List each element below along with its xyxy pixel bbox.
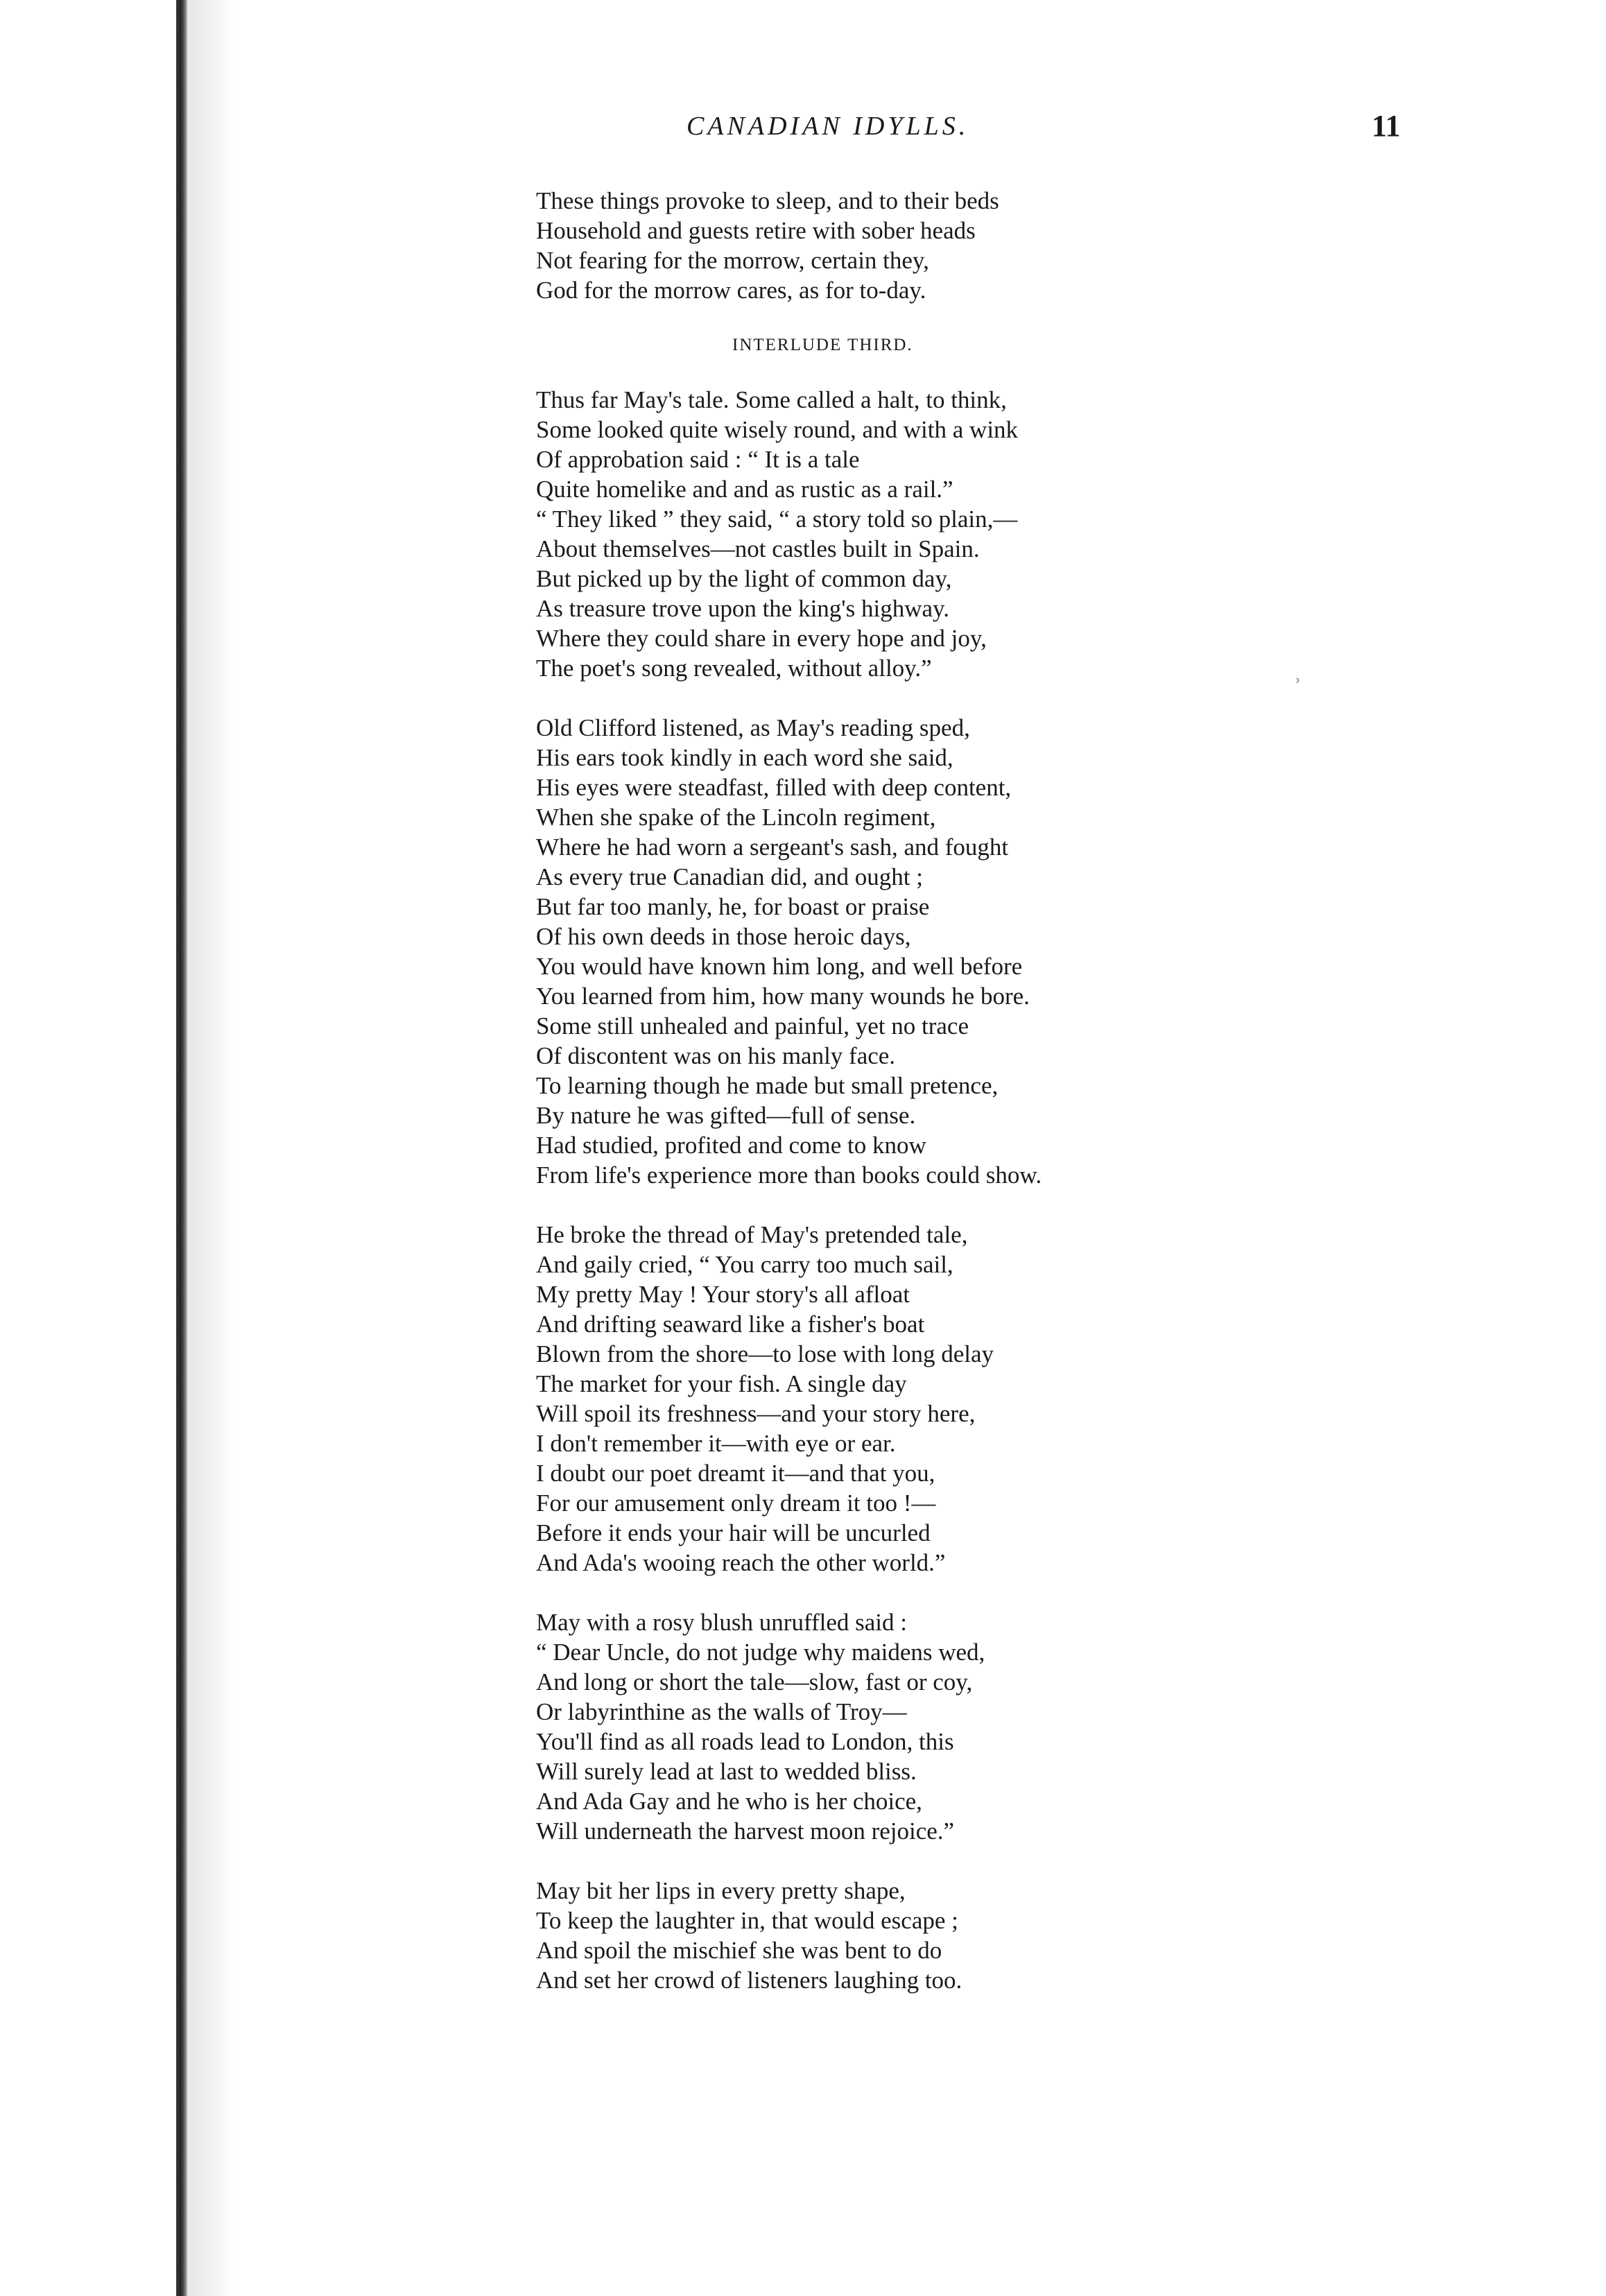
verse-line: Where they could share in every hope and joy, [536, 625, 987, 652]
verse-line: About themselves—not castles built in Spain. [536, 535, 980, 562]
verse-line: Of approbation said : “ It is a tale [536, 446, 860, 473]
running-title: CANADIAN IDYLLS. [687, 112, 969, 141]
verse-line: You'll find as all roads lead to London, this [536, 1728, 954, 1755]
verse-line: To learning though he made but small pretence, [536, 1072, 999, 1099]
page-binding-shadow [187, 0, 236, 2296]
verse-line: I doubt our poet dreamt it—and that you, [536, 1460, 935, 1487]
stanza [536, 385, 1243, 683]
verse-line: The poet's song revealed, without alloy.” [536, 655, 932, 682]
verse-line: Of his own deeds in those heroic days, [536, 923, 911, 950]
verse-line: Quite homelike and and as rustic as a rail.” [536, 476, 953, 503]
verse-line: His eyes were steadfast, filled with deep content, [536, 774, 1012, 801]
verse-line: And drifting seaward like a fisher's boat [536, 1311, 925, 1338]
verse-line: He broke the thread of May's pretended tale, [536, 1221, 968, 1248]
verse-line: “ They liked ” they said, “ a story told so plain,— [536, 506, 1018, 533]
verse-line: Will spoil its freshness—and your story here, [536, 1400, 976, 1427]
verse-line: “ Dear Uncle, do not judge why maidens wed, [536, 1639, 985, 1666]
verse-line: Or labyrinthine as the walls of Troy— [536, 1698, 907, 1725]
verse-line: God for the morrow cares, as for to-day. [536, 277, 926, 304]
verse-line: Some looked quite wisely round, and with a wink [536, 416, 1019, 443]
verse-line: As treasure trove upon the king's highway. [536, 595, 949, 622]
page-binding-edge [176, 0, 187, 2296]
stanza-gap [536, 683, 1243, 713]
verse-line: From life's experience more than books could show. [536, 1162, 1042, 1189]
stanza [536, 186, 1243, 305]
verse-line: Some still unhealed and painful, yet no trace [536, 1012, 969, 1039]
margin-speck: ʾ [1295, 675, 1302, 698]
verse-line: Thus far May's tale. Some called a halt, to think, [536, 386, 1007, 413]
verse-line: Not fearing for the morrow, certain they, [536, 247, 929, 274]
verse-line: By nature he was gifted—full of sense. [536, 1102, 916, 1129]
page-header [0, 111, 1606, 153]
verse-line: Of discontent was on his manly face. [536, 1042, 896, 1069]
page-number: 11 [1372, 109, 1401, 143]
verse-line: When she spake of the Lincoln regiment, [536, 804, 936, 831]
verse-line: And spoil the mischief she was bent to do [536, 1937, 942, 1964]
stanza-gap [536, 1190, 1243, 1220]
verse-line: To keep the laughter in, that would escape ; [536, 1907, 958, 1934]
verse-line: My pretty May ! Your story's all afloat [536, 1281, 910, 1308]
verse-line: Blown from the shore—to lose with long delay [536, 1340, 994, 1367]
verse-line: Before it ends your hair will be uncurled [536, 1519, 931, 1546]
verse-line: May bit her lips in every pretty shape, [536, 1877, 906, 1904]
verse-line: And set her crowd of listeners laughing too. [536, 1967, 962, 1994]
verse-line: Will underneath the harvest moon rejoice.” [536, 1818, 955, 1845]
verse-line: But far too manly, he, for boast or praise [536, 893, 930, 920]
verse-line: Had studied, profited and come to know [536, 1132, 926, 1159]
verse-line: As every true Canadian did, and ought ; [536, 863, 923, 890]
stanza [536, 713, 1243, 1190]
stanza-gap [536, 1846, 1243, 1876]
verse-line: And gaily cried, “ You carry too much sail, [536, 1251, 953, 1278]
verse-line: And long or short the tale—slow, fast or coy, [536, 1668, 973, 1695]
verse-line: For our amusement only dream it too !— [536, 1490, 936, 1517]
verse-line: May with a rosy blush unruffled said : [536, 1609, 907, 1636]
verse-line: Household and guests retire with sober heads [536, 217, 976, 244]
verse-line: You learned from him, how many wounds he bore. [536, 983, 1030, 1010]
stanza [536, 1607, 1243, 1846]
verse-line: These things provoke to sleep, and to their beds [536, 187, 999, 214]
verse-line: But picked up by the light of common day, [536, 565, 952, 592]
verse-line: I don't remember it—with eye or ear. [536, 1430, 896, 1457]
stanza-gap [536, 1578, 1243, 1607]
verse-line: And Ada Gay and he who is her choice, [536, 1788, 922, 1815]
verse-line: The market for your fish. A single day [536, 1370, 907, 1397]
stanza [536, 1876, 1243, 1995]
verse-line: Where he had worn a sergeant's sash, and fought [536, 834, 1009, 861]
verse-line: You would have known him long, and well before [536, 953, 1023, 980]
verse-line: Old Clifford listened, as May's reading sped, [536, 714, 970, 741]
stanza [536, 1220, 1243, 1578]
verse-line: And Ada's wooing reach the other world.” [536, 1549, 946, 1576]
interlude-heading: INTERLUDE THIRD. [732, 336, 913, 354]
poem-body [536, 186, 1243, 1995]
verse-line: Will surely lead at last to wedded bliss. [536, 1758, 917, 1785]
verse-line: His ears took kindly in each word she said, [536, 744, 953, 771]
